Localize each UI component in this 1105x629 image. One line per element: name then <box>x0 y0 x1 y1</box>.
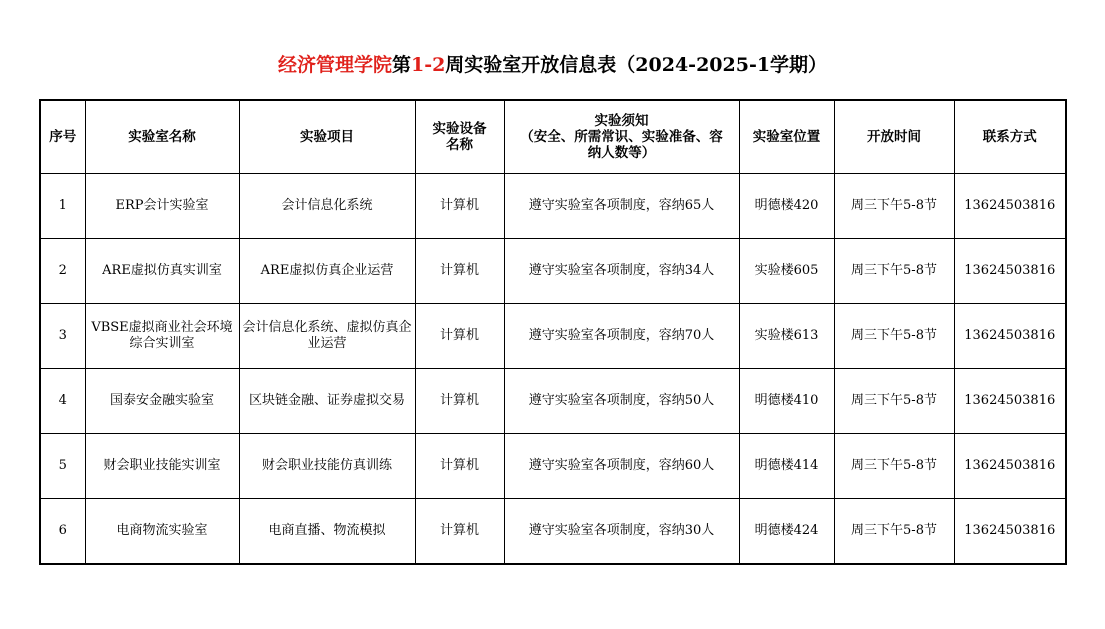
table-header-row <box>40 100 1066 174</box>
cell-notice: 遵守实验室各项制度，容纳50人 <box>504 369 739 434</box>
header-device-line1: 实验设备 <box>432 121 487 137</box>
table-row <box>40 304 1066 369</box>
cell-notice: 遵守实验室各项制度，容纳60人 <box>504 434 739 499</box>
cell-lab-name: 财会职业技能实训室 <box>85 434 239 499</box>
cell-open-time: 周三下午5-8节 <box>834 369 954 434</box>
cell-lab-name: VBSE虚拟商业社会环境综合实训室 <box>85 304 239 369</box>
header-contact: 联系方式 <box>954 100 1066 174</box>
title-week: 1-2 <box>410 54 446 76</box>
cell-project: 会计信息化系统 <box>239 174 415 239</box>
cell-open-time: 周三下午5-8节 <box>834 304 954 369</box>
title-college: 经济管理学院 <box>277 54 392 76</box>
cell-project: 财会职业技能仿真训练 <box>239 434 415 499</box>
cell-location: 实验楼605 <box>739 239 834 304</box>
lab-schedule-table <box>39 99 1067 565</box>
header-device <box>415 100 504 174</box>
cell-device: 计算机 <box>415 239 504 304</box>
cell-project: 电商直播、物流模拟 <box>239 499 415 565</box>
cell-location: 明德楼414 <box>739 434 834 499</box>
table-row <box>40 174 1066 239</box>
cell-seq: 3 <box>40 304 85 369</box>
title-suffix: 周实验室开放信息表（2024-2025-1学期） <box>445 54 828 76</box>
cell-notice: 遵守实验室各项制度，容纳65人 <box>504 174 739 239</box>
header-open-time: 开放时间 <box>834 100 954 174</box>
cell-contact: 13624503816 <box>954 239 1066 304</box>
cell-open-time: 周三下午5-8节 <box>834 434 954 499</box>
cell-lab-name: 国泰安金融实验室 <box>85 369 239 434</box>
cell-project: 区块链金融、证券虚拟交易 <box>239 369 415 434</box>
cell-contact: 13624503816 <box>954 304 1066 369</box>
cell-location: 明德楼420 <box>739 174 834 239</box>
cell-device: 计算机 <box>415 499 504 565</box>
cell-seq: 4 <box>40 369 85 434</box>
cell-notice: 遵守实验室各项制度，容纳70人 <box>504 304 739 369</box>
cell-device: 计算机 <box>415 174 504 239</box>
cell-lab-name: ARE虚拟仿真实训室 <box>85 239 239 304</box>
header-lab-name: 实验室名称 <box>85 100 239 174</box>
cell-contact: 13624503816 <box>954 174 1066 239</box>
cell-location: 实验楼613 <box>739 304 834 369</box>
cell-open-time: 周三下午5-8节 <box>834 499 954 565</box>
cell-device: 计算机 <box>415 369 504 434</box>
cell-contact: 13624503816 <box>954 369 1066 434</box>
cell-project: ARE虚拟仿真企业运营 <box>239 239 415 304</box>
cell-seq: 5 <box>40 434 85 499</box>
cell-lab-name: ERP会计实验室 <box>85 174 239 239</box>
header-seq: 序号 <box>40 100 85 174</box>
cell-notice: 遵守实验室各项制度，容纳30人 <box>504 499 739 565</box>
cell-open-time: 周三下午5-8节 <box>834 239 954 304</box>
header-notice-line2: （安全、所需常识、实验准备、容 <box>520 129 723 145</box>
header-notice-line3: 纳人数等） <box>587 145 656 161</box>
header-notice-line1: 实验须知 <box>594 113 649 129</box>
cell-seq: 6 <box>40 499 85 565</box>
header-location: 实验室位置 <box>739 100 834 174</box>
header-device-line2: 名称 <box>446 137 473 153</box>
cell-device: 计算机 <box>415 434 504 499</box>
cell-contact: 13624503816 <box>954 499 1066 565</box>
header-notice <box>504 100 739 174</box>
cell-lab-name: 电商物流实验室 <box>85 499 239 565</box>
table-row <box>40 499 1066 565</box>
header-project: 实验项目 <box>239 100 415 174</box>
cell-notice: 遵守实验室各项制度，容纳34人 <box>504 239 739 304</box>
cell-seq: 2 <box>40 239 85 304</box>
cell-device: 计算机 <box>415 304 504 369</box>
cell-contact: 13624503816 <box>954 434 1066 499</box>
cell-location: 明德楼410 <box>739 369 834 434</box>
cell-seq: 1 <box>40 174 85 239</box>
table-row <box>40 239 1066 304</box>
table-row <box>40 434 1066 499</box>
cell-open-time: 周三下午5-8节 <box>834 174 954 239</box>
table-row <box>40 369 1066 434</box>
cell-project: 会计信息化系统、虚拟仿真企业运营 <box>239 304 415 369</box>
title-prefix: 第 <box>391 54 411 76</box>
page-title <box>0 50 1105 77</box>
cell-location: 明德楼424 <box>739 499 834 565</box>
